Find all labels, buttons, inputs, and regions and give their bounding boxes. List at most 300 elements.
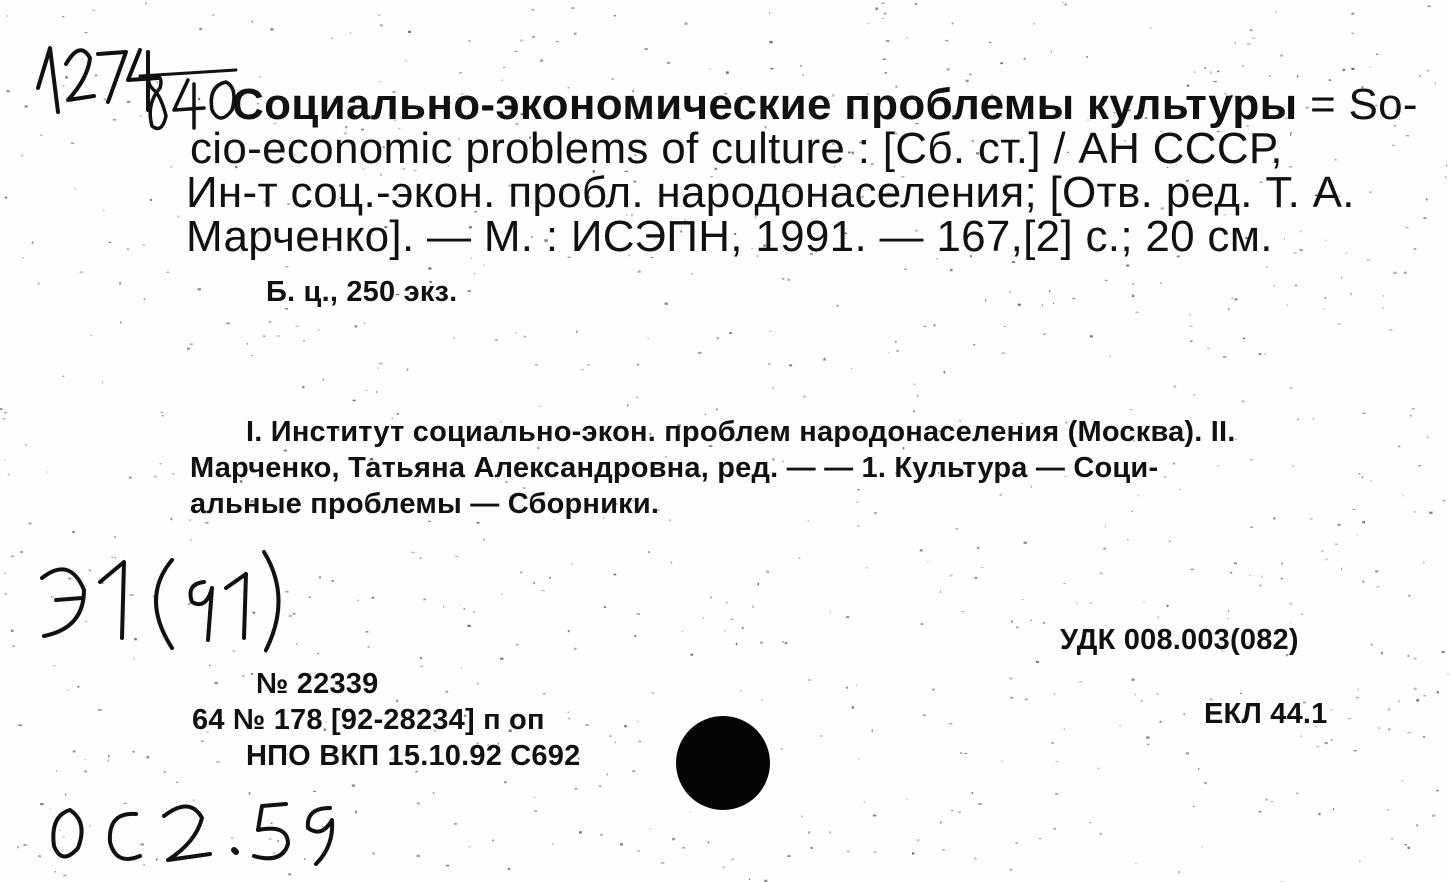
scan-speck [636,397,638,398]
scan-speck [150,199,152,201]
scan-speck [766,571,769,573]
scan-speck [1297,75,1298,77]
scan-speck [1110,356,1111,358]
scan-speck [886,40,889,42]
scan-speck [520,572,522,574]
scan-speck [160,463,162,464]
scan-speck [420,657,422,659]
scan-speck [1039,838,1042,839]
handwritten-classification [30,538,290,658]
scan-speck [1351,293,1352,295]
scan-speck [247,343,248,345]
scan-speck [1293,252,1296,254]
scan-speck [732,858,734,860]
scan-speck [726,71,729,73]
scan-speck [1179,489,1180,490]
scan-speck [397,413,399,415]
scan-speck [1262,576,1263,578]
scan-speck [296,644,297,645]
scan-speck [1323,309,1324,310]
scan-speck [270,28,273,30]
scan-speck [1105,525,1106,527]
scan-speck [319,329,320,331]
scan-speck [1371,644,1373,646]
scan-speck [1369,191,1372,193]
scan-speck [874,512,877,513]
scan-speck [1143,601,1144,603]
scan-speck [406,60,407,62]
scan-speck [1063,2,1065,3]
scan-speck [648,551,650,553]
scan-speck [1243,338,1245,339]
scan-speck [171,166,172,167]
scan-speck [4,593,7,595]
scan-speck [142,244,145,245]
scan-speck [1406,135,1409,136]
scan-speck [1362,476,1364,478]
scan-speck [1193,806,1195,807]
scan-speck [309,597,311,599]
scan-speck [1338,323,1341,324]
scan-speck [62,376,64,377]
scan-speck [357,600,359,601]
scan-speck [178,216,180,218]
scan-speck [811,847,813,849]
scan-speck [945,40,948,42]
scan-speck [568,630,570,632]
scan-speck [474,273,475,274]
scan-speck [1086,56,1088,58]
scan-speck [296,325,299,327]
scan-speck [645,48,648,50]
scan-speck [464,608,465,610]
scan-speck [1000,62,1003,64]
scan-speck [638,740,641,742]
scan-speck [851,368,852,369]
scan-speck [969,73,971,75]
scan-speck [516,332,518,334]
scan-speck [1190,341,1192,343]
scan-speck [172,473,175,475]
scan-speck [269,321,271,323]
scan-speck [187,348,190,350]
scan-speck [917,839,920,841]
scan-speck [637,364,639,365]
scan-speck [1357,534,1358,535]
scan-speck [516,644,518,646]
scan-speck [802,74,804,75]
scan-speck [412,552,415,553]
scan-speck [760,642,762,644]
scan-speck [1018,304,1021,306]
scan-speck [858,758,860,759]
scan-speck [1146,737,1149,739]
scan-speck [1130,409,1133,410]
scan-speck [852,706,854,708]
scan-speck [226,322,230,324]
scan-speck [1031,486,1033,488]
scan-speck [1378,727,1380,729]
scan-speck [830,611,831,613]
scan-speck [1331,740,1333,741]
scan-speck [710,596,712,598]
scan-speck [1132,283,1134,285]
scan-speck [1090,335,1093,337]
scan-speck [1009,677,1013,679]
scan-speck [1300,736,1302,737]
scan-speck [72,531,74,533]
scan-speck [539,406,541,407]
scan-speck [109,242,111,243]
scan-speck [579,831,582,833]
scan-speck [1316,746,1319,747]
scan-speck [1004,326,1006,327]
scan-speck [1051,50,1052,52]
scan-speck [1264,353,1266,354]
scan-speck [1250,29,1253,31]
scan-speck [1391,838,1394,840]
scan-speck [801,816,803,817]
scan-speck [504,781,507,783]
scan-speck [637,613,640,614]
scan-speck [885,72,887,73]
scan-speck [453,337,455,339]
scan-speck [942,849,944,851]
scan-speck [372,852,374,854]
scan-speck [376,391,377,393]
scan-speck [84,759,86,760]
scan-speck [927,561,928,562]
scan-speck [1426,199,1428,201]
scan-speck [1228,610,1229,612]
scan-speck [1132,295,1134,298]
scan-speck [1416,699,1419,701]
scan-speck [1010,869,1012,871]
scan-speck [769,331,771,332]
scan-speck [1371,480,1372,482]
scan-speck [627,404,628,406]
scan-speck [120,321,121,323]
scan-speck [822,359,825,361]
scan-speck [1169,541,1170,542]
scan-speck [102,381,103,384]
scan-speck [1281,578,1283,579]
scan-speck [75,188,76,190]
scan-speck [769,41,772,43]
scan-speck [1362,521,1365,524]
scan-speck [377,367,378,369]
scan-speck [252,21,253,23]
scan-speck [933,689,935,691]
scan-speck [1447,674,1449,675]
scan-speck [1363,413,1366,414]
scan-speck [1359,861,1360,863]
scan-speck [5,412,7,413]
scan-speck [107,760,110,762]
scan-speck [1408,847,1411,849]
scan-speck [1310,518,1313,520]
scan-speck [574,33,577,35]
scan-speck [20,551,23,553]
scan-speck [1191,569,1194,570]
scan-speck [56,770,57,772]
scan-speck [443,606,444,608]
scan-speck [857,525,859,527]
scan-speck [907,37,909,38]
tracing-line-1: I. Институт социально-экон. проблем народонаселения (Москва). II. [246,416,1236,448]
scan-speck [1052,742,1054,744]
scan-speck [1290,603,1293,605]
scan-speck [866,567,867,568]
scan-speck [669,519,670,521]
scan-speck [1333,808,1334,810]
scan-speck [1408,595,1410,597]
scan-speck [872,730,873,732]
scan-speck [1160,721,1162,723]
scan-speck [145,3,146,4]
scan-speck [1362,580,1364,582]
scan-speck [1001,761,1003,763]
scan-speck [1351,13,1354,15]
scan-speck [574,788,577,789]
title-bold: Социально-экономические проблемы культуры [232,80,1298,129]
scan-speck [1064,729,1065,730]
scan-speck [876,8,878,10]
scan-speck [1204,782,1207,784]
scan-speck [92,10,95,11]
scan-speck [933,324,935,326]
scan-speck [620,843,623,845]
scan-speck [520,39,523,41]
scan-speck [768,363,770,365]
scan-speck [533,797,535,798]
scan-speck [1184,713,1185,715]
scan-speck [1098,768,1100,770]
scan-speck [1325,742,1328,744]
scan-speck [1252,38,1255,39]
scan-speck [1053,303,1054,304]
scan-speck [1292,465,1294,467]
scan-speck [958,811,961,813]
scan-speck [689,811,690,812]
scan-speck [1413,511,1416,513]
scan-speck [725,630,726,632]
scan-speck [1423,695,1426,697]
scan-speck [1025,699,1028,701]
scan-speck [1178,871,1180,874]
title-line-1-rest: = So- [1297,80,1418,129]
scan-speck [847,851,850,853]
scan-speck [4,573,6,574]
scan-speck [895,341,896,343]
scan-speck [1105,280,1108,281]
ekl-code: ЕКЛ 44.1 [1204,698,1328,730]
scan-speck [1404,272,1407,274]
scan-speck [73,751,76,753]
scan-speck [1300,249,1303,251]
scan-speck [355,325,358,327]
scan-speck [637,850,639,851]
scan-speck [259,76,261,78]
scan-speck [978,803,981,804]
scan-speck [1301,614,1303,615]
scan-speck [1076,602,1077,604]
scan-speck [212,15,215,16]
scan-speck [574,648,577,650]
scan-speck [1259,811,1262,812]
scan-speck [1260,585,1262,587]
scan-speck [587,364,590,366]
scan-speck [277,335,280,337]
scan-speck [1201,846,1202,847]
scan-speck [882,18,883,19]
scan-speck [1135,694,1136,696]
scan-speck [417,855,420,857]
scan-speck [532,9,535,10]
scan-speck [1423,217,1426,218]
scan-speck [170,518,172,520]
scan-speck [1367,259,1370,260]
scan-speck [1429,512,1432,514]
scan-speck [1033,23,1035,25]
scan-speck [396,700,398,702]
scan-speck [780,748,783,750]
scan-speck [1375,571,1378,573]
scan-speck [808,521,809,522]
scan-speck [154,476,157,478]
scan-speck [972,792,974,794]
scan-speck [129,477,132,479]
scan-speck [974,858,976,860]
scan-speck [380,24,383,26]
scan-speck [1072,298,1075,299]
scan-speck [951,810,954,811]
scan-speck [1164,476,1166,478]
scan-speck [1289,387,1292,389]
scan-speck [533,582,535,584]
scan-speck [947,68,950,70]
scan-speck [1009,291,1010,293]
scan-speck [293,613,295,614]
scan-speck [468,846,471,847]
scan-speck [614,15,616,16]
scan-speck [468,625,471,627]
scan-speck [568,712,569,713]
scan-speck [11,630,14,633]
scan-speck [552,843,553,845]
scan-speck [420,557,422,559]
scan-speck [1326,558,1328,560]
scan-speck [1158,616,1160,618]
scan-speck [534,810,537,812]
scan-speck [190,344,193,345]
scan-speck [1335,544,1338,545]
scan-speck [940,821,942,823]
scan-speck [963,611,964,612]
scan-speck [913,411,915,413]
scan-speck [77,686,79,688]
scan-speck [1137,495,1138,496]
scan-speck [1230,572,1232,573]
scan-speck [1297,419,1299,421]
scan-speck [1024,58,1026,60]
scan-speck [1269,75,1271,76]
handwritten-bottom-code-drawing [40,786,360,876]
scan-speck [29,523,32,525]
scan-speck [1398,445,1400,447]
scan-speck [508,868,510,870]
scan-speck [1325,297,1327,299]
scan-speck [1135,312,1138,314]
scan-speck [912,852,914,854]
scan-speck [1318,813,1320,816]
scan-speck [1135,862,1136,864]
scan-speck [302,386,304,389]
scan-speck [47,472,48,473]
scan-speck [1346,252,1348,253]
scan-speck [1079,681,1082,682]
scan-speck [541,590,545,591]
scan-speck [846,687,847,689]
scan-speck [1296,793,1299,795]
scan-speck [1354,750,1357,751]
scan-speck [698,352,701,354]
scan-speck [1398,700,1399,702]
scan-speck [638,270,641,272]
scan-speck [949,723,952,724]
scan-speck [803,396,805,398]
scan-speck [1100,833,1102,835]
scan-speck [5,197,7,199]
scan-speck [1266,799,1268,801]
scan-speck [960,752,962,754]
scan-speck [368,646,370,648]
scan-speck [788,279,790,281]
scan-speck [1290,622,1291,623]
scan-speck [1266,266,1268,268]
scan-speck [492,840,494,842]
scan-speck [3,418,5,419]
scan-speck [556,41,559,42]
scan-speck [857,489,859,490]
scan-speck [1358,473,1360,474]
handwritten-classification-drawing [30,538,290,658]
scan-speck [1189,314,1190,316]
scan-speck [782,278,785,280]
scan-speck [1281,563,1283,565]
scan-speck [1228,618,1229,620]
scan-speck [973,344,975,346]
scan-speck [682,847,685,849]
scan-speck [1270,801,1273,802]
scan-speck [1406,227,1409,228]
scan-speck [1042,304,1043,306]
scan-speck [285,266,288,267]
scan-speck [989,42,991,43]
scan-speck [353,400,356,402]
scan-speck [864,801,865,802]
scan-speck [1358,689,1359,691]
scan-speck [25,444,27,446]
scan-speck [884,13,887,15]
scan-speck [1150,27,1152,29]
scan-speck [468,290,471,292]
scan-speck [161,412,164,413]
scan-speck [1235,42,1236,44]
scan-speck [80,271,83,273]
scan-speck [331,38,333,39]
scan-speck [1414,688,1417,690]
